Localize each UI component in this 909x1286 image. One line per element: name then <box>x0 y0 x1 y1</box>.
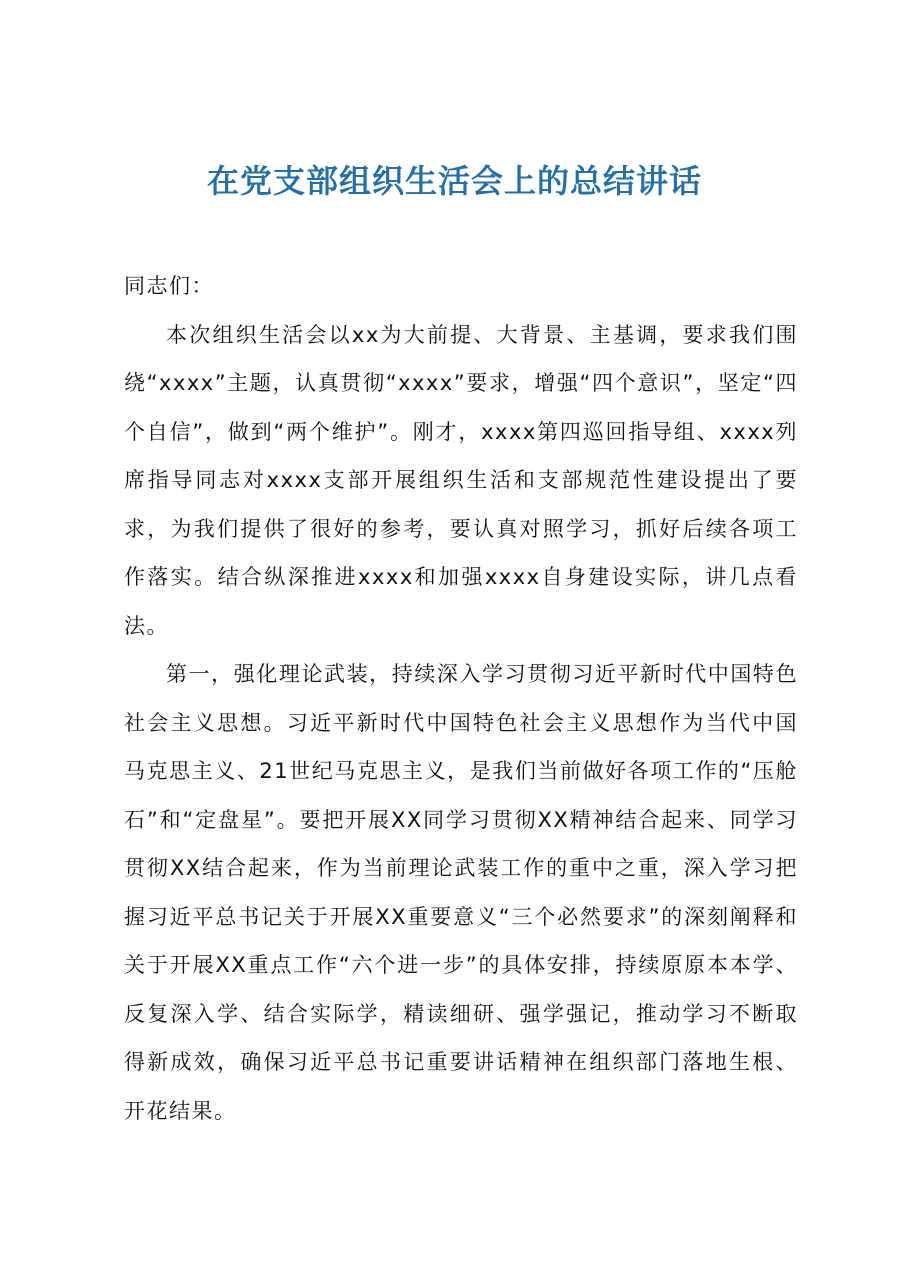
paragraph-first-point: 第一，强化理论武装，持续深入学习贯彻习近平新时代中国特色社会主义思想。习近平新时代中国特色社会主义思想作为当代中国马克思主义、21世纪马克思主义，是我们当前做好各项工作的“压舱石”和“定盘星”。要把开展XX同学习贯彻XX精神结合起来、同学习贯彻XX结合起来，作为当前理论武装工作的重中之重，深入学习把握习近平总书记关于开展XX重要意义“三个必然要求”的深刻阐释和关于开展XX重点工作“六个进一步”的具体安排，持续原原本本学、反复深入学、结合实际学，精读细研、强学强记，推动学习不断取得新成效，确保习近平总书记重要讲话精神在组织部门落地生根、开花结果。 <box>124 662 798 1123</box>
document-title: 在党支部组织生活会上的总结讲话 <box>206 162 702 200</box>
paragraph-intro: 本次组织生活会以xx为大前提、大背景、主基调，要求我们围绕“xxxx”主题，认真贯彻“xxxx”要求，增强“四个意识”，坚定“四个自信”，做到“两个维护”。刚才，xxxx第四巡回指导组、xxxx列席指导同志对xxxx支部开展组织生活和支部规范性建设提出了要求，为我们提供了很好的参考，要认真对照学习，抓好后续各项工作落实。结合纵深推进xxxx和加强xxxx自身建设实际，讲几点看法。 <box>124 322 798 638</box>
document-body <box>124 262 798 1135</box>
salutation: 同志们： <box>124 274 214 298</box>
